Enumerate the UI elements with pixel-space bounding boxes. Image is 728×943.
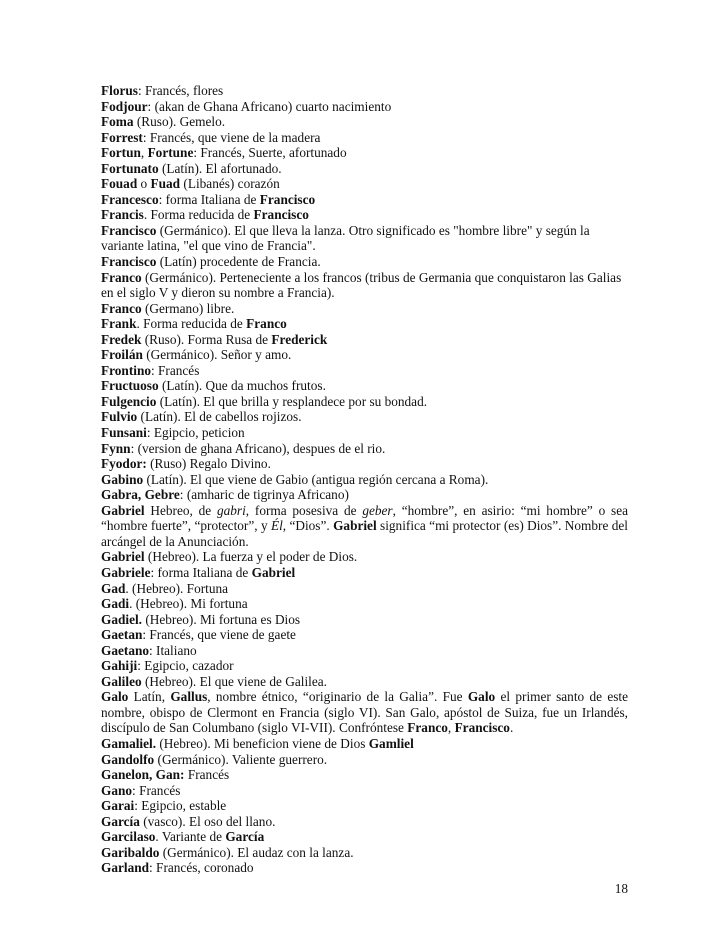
entry-name: Ganelon, Gan: [101,767,185,783]
entry-name: Francis [101,207,144,223]
entry-text: (Hebreo). La fuerza y el poder de Dios. [144,549,358,565]
entry-text: , forma posesiva de [245,502,363,518]
glossary-entry [101,301,628,317]
entry-text: o [137,176,151,192]
glossary-entry [101,207,628,223]
entry-name: Florus [101,83,138,98]
glossary-entry [101,456,628,472]
entry-text: . Forma reducida de [136,316,247,332]
entry-text: : Francés, Suerte, afortunado [193,145,347,161]
glossary-entry [101,565,628,581]
entry-text: (Germánico). El audaz con la lanza. [159,844,354,860]
glossary-entry [101,161,628,177]
entry-text: . Forma reducida de [143,207,254,223]
entry-name: Galo [467,689,496,705]
entry-text: : (akan de Ghana Africano) cuarto nacimiento [147,98,392,114]
entry-text: (Ruso). Forma Rusa de [141,331,272,347]
entry-text: (Ruso) Regalo Divino. [146,456,271,472]
entry-name: Garland [101,860,150,876]
glossary-entry [101,845,628,861]
entry-name: Galileo [101,673,142,689]
entry-name: Franco [246,316,287,332]
entry-text: significa “mi protector (es) Dios”. Nombre del arcángel de la Anunciación. [101,518,628,549]
entry-name: Fortunato [101,160,159,176]
glossary-entry [101,829,628,845]
entry-text: : Egipcio, cazador [137,658,234,674]
glossary-entry [101,814,628,830]
entry-text: : Francés, coronado [149,860,254,876]
entry-text: (Libanés) corazón [180,176,280,192]
entry-name: Gabriel [251,564,296,580]
entry-text: : Francés, flores [137,83,224,98]
entry-name: Fyodor: [101,456,147,472]
entry-text: (Germánico). Valiente guerrero. [154,751,328,767]
glossary-entry [101,658,628,674]
glossary-entry [101,394,628,410]
glossary-entry [101,316,628,332]
entry-text: : Egipcio, peticion [146,425,245,441]
glossary-entry [101,767,628,783]
entry-text: , “Dios”. [282,518,334,534]
entry-text: . Variante de [155,829,226,845]
entry-name: Galo [101,689,129,705]
glossary-entries [101,83,628,876]
entry-name: Gabino [101,471,144,487]
entry-text: : forma Italiana de [158,191,260,207]
entry-name: Francisco [101,254,157,270]
entry-name: Fulgencio [101,393,157,409]
glossary-entry [101,176,628,192]
entry-italic-term: geber [362,502,393,518]
glossary-entry [101,798,628,814]
entry-name: Gandolfo [101,751,155,767]
glossary-entry [101,363,628,379]
entry-name: Gallus [170,689,208,705]
glossary-entry [101,549,628,565]
entry-text: el primer santo de este nombre, obispo de Clermont en Francia (siglo VI). San Galo, apóstol de Suiza, fue un Irlandés, discípulo de San Columbano (siglo VI-VII). Confróntese [101,689,628,736]
entry-text: (Hebreo). Mi fortuna es Dios [142,611,301,627]
entry-text: : Francés [151,362,200,378]
entry-name: Gabra, Gebre [101,487,180,503]
glossary-entry [101,99,628,115]
entry-text: , “hombre”, en asirio: “mi hombre” o sea “hombre fuerte”, “protector”, y [101,502,629,534]
entry-name: Funsani [101,425,147,441]
glossary-entry [101,627,628,643]
entry-text: . (Hebreo). Fortuna [125,580,229,596]
glossary-entry [101,114,628,130]
glossary-entry [101,192,628,208]
entry-text: , [140,145,148,161]
entry-name: Gabriel [101,549,145,565]
entry-name: Frederick [271,331,328,347]
glossary-entry [101,472,628,488]
entry-text: . [509,720,514,736]
glossary-entry [101,612,628,628]
entry-text: Hebreo, de [144,502,217,518]
entry-name: Gabriel [101,502,145,518]
glossary-entry [101,83,628,99]
entry-name: Forrest [101,129,143,145]
glossary-entry [101,425,628,441]
entry-name: García [101,813,140,829]
entry-name: Francisco [253,207,309,223]
entry-text: (vasco). El oso del llano. [139,813,276,829]
entry-name: Gaetano [101,642,150,658]
entry-name: Francisco [454,720,510,736]
entry-text: (Germano) libre. [141,300,235,316]
glossary-entry [101,752,628,768]
entry-text: : Egipcio, estable [134,798,227,814]
glossary-entry [101,254,628,270]
entry-text: : (amharic de tigrinya Africano) [179,487,349,503]
page-number: 18 [614,881,628,896]
entry-name: Garibaldo [101,844,160,860]
entry-text: : forma Italiana de [150,564,252,580]
entry-italic-term: Él [270,518,283,534]
entry-text: : Francés, que viene de gaete [142,627,296,643]
entry-name: Gamaliel. [101,735,157,751]
entry-text: : Francés, que viene de la madera [142,129,321,145]
entry-name: Gaetan [101,627,143,643]
entry-name: Franco [407,720,448,736]
glossary-entry [101,223,628,254]
entry-name: Francisco [101,222,157,238]
glossary-entry [101,409,628,425]
glossary-entry [101,487,628,503]
entry-text: (Hebreo). Mi beneficion viene de Dios [156,735,369,751]
entry-name: Fortune [147,145,194,161]
entry-name: Frontino [101,362,151,378]
entry-name: Fulvio [101,409,138,425]
entry-name: Garai [101,798,135,814]
entry-text: : Italiano [149,642,197,658]
glossary-entry [101,643,628,659]
entry-text: (Hebreo). El que viene de Galilea. [141,673,327,689]
entry-text: (Latín). El que viene de Gabio (antigua región cercana a Roma). [143,471,489,487]
entry-name: Fuad [150,176,181,192]
entry-name: García [225,829,265,845]
entry-name: Fynn [101,440,131,456]
glossary-entry [101,736,628,752]
entry-name: Gamliel [368,735,414,751]
glossary-entry [101,860,628,876]
glossary-entry [101,270,628,301]
entry-text: (Germánico). Señor y amo. [142,347,292,363]
entry-name: Foma [101,114,134,130]
entry-name: Gano [101,782,133,798]
entry-name: Franco [101,269,142,285]
entry-text: Latín, [128,689,171,705]
glossary-entry [101,783,628,799]
entry-name: Francesco [101,191,159,207]
entry-name: Garcilaso [101,829,156,845]
entry-text: Francés [184,767,230,783]
glossary-entry [101,596,628,612]
entry-name: Frank [101,316,137,332]
entry-name: Francisco [259,191,316,207]
entry-text: (Germánico). Perteneciente a los francos (tribus de Germania que conquistaron las Galias en el siglo V y dieron su nombre a Francia). [101,269,622,301]
entry-name: Fortun [101,145,141,161]
entry-name: Fouad [101,176,138,192]
entry-text: (Germánico). El que lleva la lanza. Otro significado es "hombre libre" y según la variante latina, "el que vino de Francia". [101,222,590,254]
entry-text: (Latín). El de cabellos rojizos. [137,409,302,425]
entry-text: (Latín). El que brilla y resplandece por su bondad. [156,393,428,409]
entry-name: Fructuoso [101,378,159,394]
entry-text: (Latín). Que da muchos frutos. [158,378,326,394]
entry-name: Franco [101,300,142,316]
entry-name: Froilán [101,347,143,363]
entry-text: (Ruso). Gemelo. [133,114,226,130]
glossary-entry [101,378,628,394]
glossary-entry [101,347,628,363]
entry-text: : Francés [132,782,181,798]
glossary-entry [101,674,628,690]
entry-name: Fredek [101,331,142,347]
entry-text: (Latín) procedente de Francia. [156,254,321,270]
entry-italic-term: gabri [216,502,246,518]
glossary-entry [101,332,628,348]
entry-name: Gad [101,580,126,596]
entry-text: . (Hebreo). Mi fortuna [129,596,248,612]
entry-name: Gahiji [101,658,138,674]
entry-name: Fodjour [101,98,148,114]
entry-name: Gadi [101,596,130,612]
glossary-entry [101,581,628,597]
entry-text: , nombre étnico, “originario de la Galia”. Fue [207,689,468,705]
glossary-entry [101,130,628,146]
glossary-entry [101,441,628,457]
entry-text: , [447,720,455,736]
glossary-entry [101,689,628,736]
glossary-entry [101,145,628,161]
entry-name: Gadiel. [101,611,143,627]
entry-text: (Latín). El afortunado. [158,160,282,176]
entry-name: Gabriele [101,564,151,580]
glossary-entry [101,503,628,550]
entry-text: : (version de ghana Africano), despues de el rio. [130,440,386,456]
entry-name: Gabriel [333,518,377,534]
